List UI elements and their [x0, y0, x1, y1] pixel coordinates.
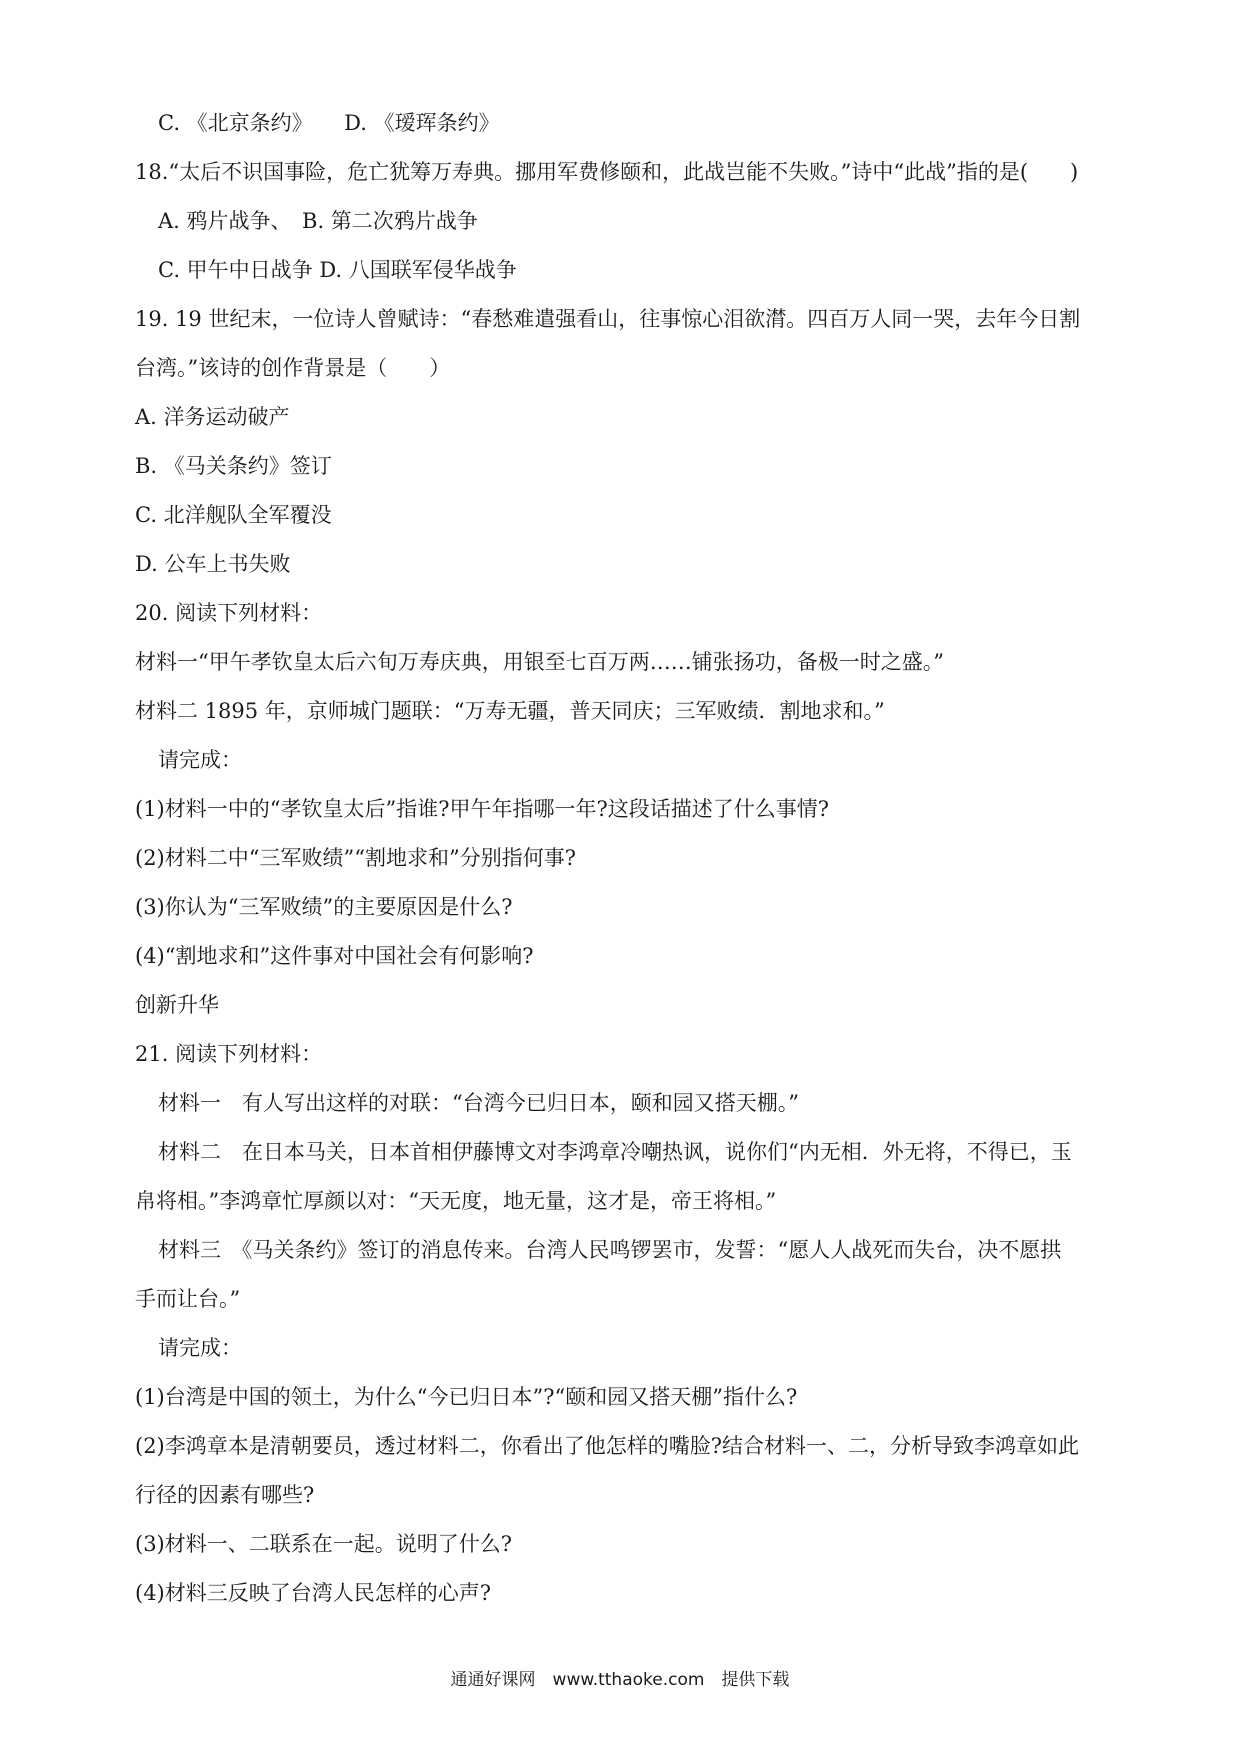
q21-material-2-cont: 帛将相。”李鸿章忙厚颜以对：“天无度，地无量，这才是，帝王将相。” [135, 1189, 777, 1213]
q19-option-a: A. 洋务运动破产 [135, 405, 290, 429]
q21-material-3-cont: 手而让台。” [135, 1287, 241, 1311]
q21-instruction: 请完成： [158, 1336, 242, 1360]
q21-stem: 21. 阅读下列材料： [135, 1042, 323, 1066]
q20-stem: 20. 阅读下列材料： [135, 601, 323, 625]
q19-stem: 19. 19 世纪末，一位诗人曾赋诗：“春愁难遣强看山，往事惊心泪欲潸。四百万人同一哭，去年今日割 [135, 307, 1081, 331]
q21-sub-3: (3)材料一、二联系在一起。说明了什么? [135, 1532, 513, 1556]
q21-material-3: 材料三 《马关条约》签订的消息传来。台湾人民鸣锣罢市，发誓：“愿人人战死而失台，决不愿拱 [158, 1238, 1062, 1262]
q20-sub-1: (1)材料一中的“孝钦皇太后”指谁?甲午年指哪一年?这段话描述了什么事情? [135, 797, 829, 821]
q18-options-cd: C. 甲午中日战争 D. 八国联军侵华战争 [158, 258, 517, 282]
q20-material-1: 材料一“甲午孝钦皇太后六旬万寿庆典，用银至七百万两……铺张扬功，备极一时之盛。” [135, 650, 944, 674]
q20-material-2: 材料二 1895 年，京师城门题联：“万寿无疆，普天同庆；三军败绩．割地求和。” [135, 699, 885, 723]
q21-material-2: 材料二 在日本马关，日本首相伊藤博文对李鸿章冷嘲热讽，说你们“内无相．外无将，不得已，玉 [158, 1140, 1072, 1164]
q20-instruction: 请完成： [158, 748, 242, 772]
q20-sub-2: (2)材料二中“三军败绩”“割地求和”分别指何事? [135, 846, 576, 870]
q20-sub-3: (3)你认为“三军败绩”的主要原因是什么? [135, 895, 513, 919]
page-footer: 通通好课网 www.tthaoke.com 提供下载 [450, 1670, 790, 1690]
q21-sub-4: (4)材料三反映了台湾人民怎样的心声? [135, 1581, 492, 1605]
q19-option-b: B. 《马关条约》签订 [135, 454, 332, 478]
q21-sub-1: (1)台湾是中国的领土，为什么“今已归日本”?“颐和园又搭天棚”指什么? [135, 1385, 798, 1409]
q19-option-d: D. 公车上书失败 [135, 552, 291, 576]
q21-material-1: 材料一 有人写出这样的对联：“台湾今已归日本，颐和园又搭天棚。” [158, 1091, 799, 1115]
section-heading: 创新升华 [135, 993, 219, 1017]
q18-options-ab: A. 鸦片战争、 B. 第二次鸦片战争 [158, 209, 478, 233]
q20-sub-4: (4)“割地求和”这件事对中国社会有何影响? [135, 944, 534, 968]
q19-stem-cont: 台湾。”该诗的创作背景是（ ） [135, 356, 451, 380]
q21-sub-2-cont: 行径的因素有哪些? [135, 1483, 315, 1507]
q17-options-cd: C. 《北京条约》 D. 《瑷珲条约》 [158, 111, 500, 135]
q19-option-c: C. 北洋舰队全军覆没 [135, 503, 332, 527]
q21-sub-2: (2)李鸿章本是清朝要员，透过材料二，你看出了他怎样的嘴脸?结合材料一、二，分析导致李鸿章如此 [135, 1434, 1080, 1458]
q18-stem: 18.“太后不识国事险，危亡犹筹万寿典。挪用军费修颐和，此战岂能不失败。”诗中“此战”指的是( ) [135, 160, 1079, 184]
